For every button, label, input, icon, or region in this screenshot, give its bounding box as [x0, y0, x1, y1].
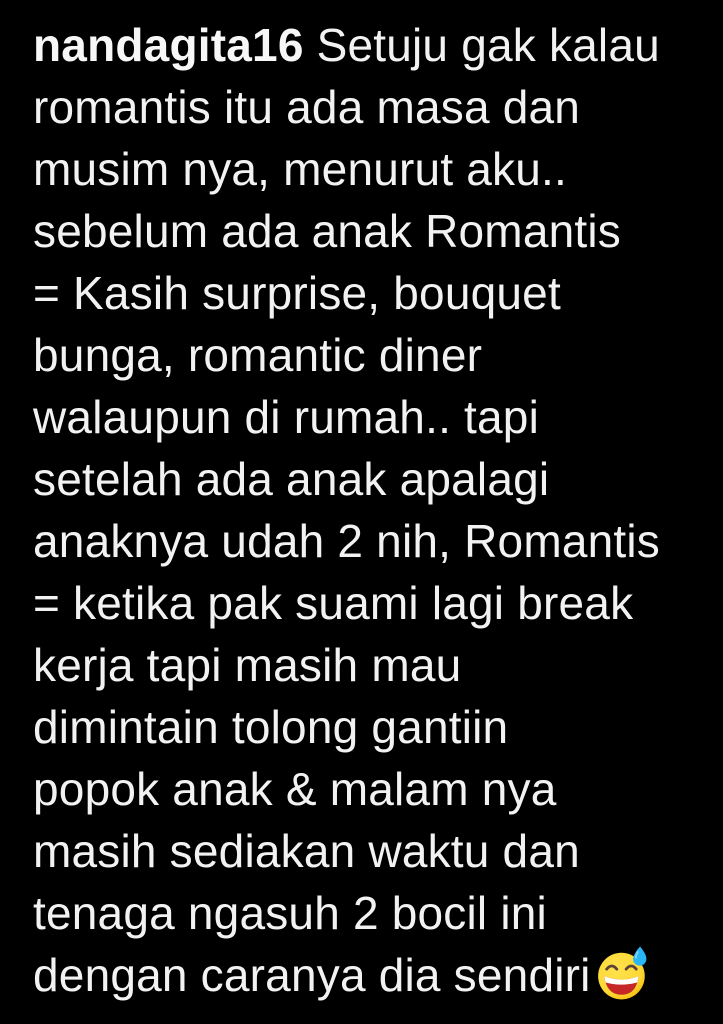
comment-line	[33, 758, 723, 820]
comment-line-text: bunga, romantic diner	[33, 329, 483, 381]
comment-line	[33, 448, 723, 510]
comment-line-text: anaknya udah 2 nih, Romantis	[33, 515, 661, 567]
comment-line-text: Setuju gak kalau	[303, 19, 660, 71]
comment-line-text: dengan caranya dia sendiri	[33, 949, 591, 1001]
comment-line	[33, 262, 723, 324]
comment-line	[33, 324, 723, 386]
comment-line-text: sebelum ada anak Romantis	[33, 205, 621, 257]
comment-line-text: walaupun di rumah.. tapi	[33, 391, 539, 443]
comment-line-text: popok anak & malam nya	[33, 763, 557, 815]
comment-line	[33, 696, 723, 758]
username-link[interactable]: nandagita16	[33, 19, 304, 71]
comment-line	[33, 510, 723, 572]
comment-line	[33, 944, 723, 1006]
comment-line-text: tenaga ngasuh 2 bocil ini	[33, 887, 547, 939]
comment-line	[33, 76, 723, 138]
comment-line	[33, 200, 723, 262]
comment-line	[33, 14, 723, 76]
comment-line	[33, 882, 723, 944]
comment-line	[33, 634, 723, 696]
comment-line-text: setelah ada anak apalagi	[33, 453, 550, 505]
comment-line-text: = Kasih surprise, bouquet	[33, 267, 561, 319]
comment-line-text: masih sediakan waktu dan	[33, 825, 580, 877]
grinning-sweat-emoji-icon	[595, 945, 651, 1001]
comment-line-text: dimintain tolong gantiin	[33, 701, 509, 753]
comment-line-text: = ketika pak suami lagi break	[33, 577, 634, 629]
comment-line	[33, 820, 723, 882]
comment-line	[33, 386, 723, 448]
comment-line-text: musim nya, menurut aku..	[33, 143, 568, 195]
comment-line	[33, 138, 723, 200]
comment-line-text: romantis itu ada masa dan	[33, 81, 581, 133]
comment-line	[33, 572, 723, 634]
comment-line-text: kerja tapi masih mau	[33, 639, 462, 691]
